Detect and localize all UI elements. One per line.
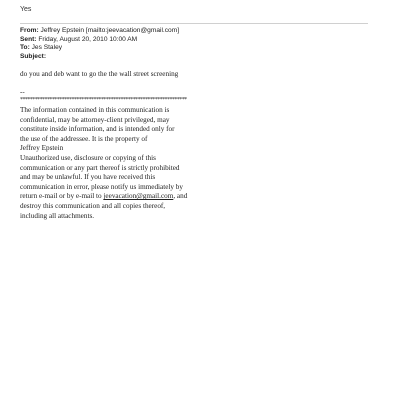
disclaimer-line: and may be unlawful. If you have received this [20, 173, 156, 182]
disclaimer-line: communication or any part thereof is strictly prohibited [20, 163, 180, 172]
sent-label: Sent: [20, 35, 37, 43]
from-label: From: [20, 27, 39, 34]
from-value: Jeffrey Epstein [mailto:jeevacation@gmail.com] [40, 27, 180, 34]
to-value: Jes Staley [31, 44, 63, 51]
from-row [20, 27, 179, 36]
asterisk-divider: ******************************************************************** [20, 97, 187, 103]
sent-row [20, 36, 179, 45]
return-prefix: return e-mail or by e-mail to [20, 192, 104, 201]
disclaimer-line: Unauthorized use, disclosure or copying of this [20, 153, 156, 162]
subject-label: Subject: [20, 52, 47, 60]
disclaimer-line: confidential, may be attorney-client privileged, may [20, 115, 170, 124]
disclaimer-line: constitute inside information, and is intended only for [20, 125, 175, 134]
sent-value: Friday, August 20, 2010 10:00 AM [38, 35, 138, 43]
disclaimer-line: including all attachments. [20, 211, 95, 220]
to-row [20, 44, 179, 53]
subject-row [20, 53, 179, 62]
return-suffix: , and [173, 192, 188, 201]
email-body: do you and deb want to go the the wall street screening [20, 70, 179, 78]
to-label: To: [20, 44, 30, 51]
disclaimer-line: communication in error, please notify us immediately by [20, 182, 183, 191]
disclaimer-line: Jeffrey Epstein [20, 144, 64, 153]
header-divider [20, 23, 368, 24]
signature-separator: -- [20, 88, 25, 96]
disclaimer-line: The information contained in this communication is [20, 106, 170, 114]
email-link[interactable]: jeevacation@gmail.com [103, 192, 174, 201]
disclaimer-block [20, 106, 270, 221]
reply-text: Yes [20, 6, 32, 13]
disclaimer-line: the use of the addressee. It is the property of [20, 134, 148, 143]
disclaimer-return-line [20, 192, 270, 202]
disclaimer-line: destroy this communication and all copies thereof, [20, 201, 166, 210]
email-header [20, 27, 179, 61]
